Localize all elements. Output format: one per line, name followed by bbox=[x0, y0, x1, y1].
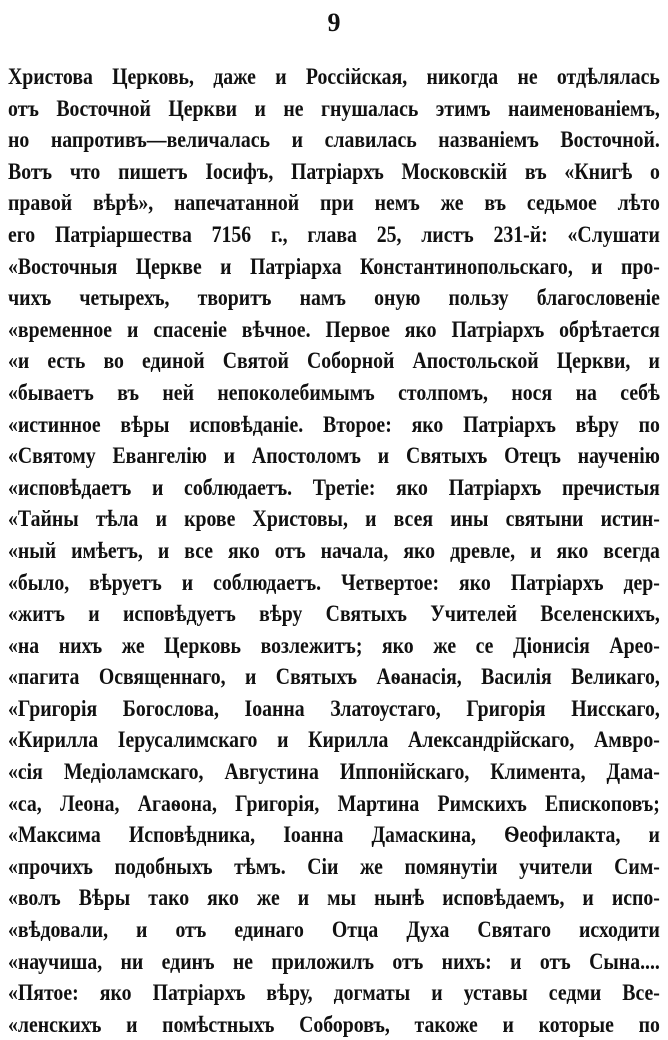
text-line: «научиша, ни единъ не приложилъ отъ нихъ: и отъ Сына.... bbox=[8, 948, 660, 974]
text-line: его Патріаршества 7156 г., глава 25, листъ 231-й: «Слушати bbox=[8, 221, 660, 247]
text-line: «пагита Освященнаго, и Святыхъ Аѳанасія, Василія Великаго, bbox=[8, 664, 660, 690]
text-line: «са, Леона, Агаѳона, Григорія, Мартина Римскихъ Епископовъ; bbox=[8, 790, 660, 816]
text-line: правой вѣрѣ», напечатанной при немъ же въ седьмое лѣто bbox=[8, 190, 660, 216]
body-text bbox=[8, 61, 660, 1040]
text-line: «было, вѣруетъ и соблюдаетъ. Четвертое: яко Патріархъ дер- bbox=[8, 569, 660, 595]
text-line: «вѣдовали, и отъ единаго Отца Духа Святаго исходити bbox=[8, 917, 660, 943]
text-line: «сія Медіоламскаго, Августина Иппонійскаго, Климента, Дама- bbox=[8, 759, 660, 785]
text-line: «волъ Вѣры тако яко же и мы нынѣ исповѣдаемъ, и испо- bbox=[8, 885, 660, 911]
text-line: «исповѣдаетъ и соблюдаетъ. Третіе: яко Патріархъ пречистыя bbox=[8, 474, 660, 500]
text-line: «Святому Евангелію и Апостоломъ и Святыхъ Отецъ наученію bbox=[8, 443, 660, 469]
text-line: «ный имѣетъ, и все яко отъ начала, яко древле, и яко всегда bbox=[8, 537, 660, 563]
text-line: «и есть во единой Святой Соборной Апостольской Церкви, и bbox=[8, 348, 660, 374]
text-line: отъ Восточной Церкви и не гнушалась этимъ наименованіемъ, bbox=[8, 95, 660, 121]
text-line: «бываетъ въ ней непоколебимымъ столпомъ, нося на себѣ bbox=[8, 379, 660, 405]
text-line: «Восточныя Церкве и Патріарха Константинопольскаго, и про- bbox=[8, 253, 660, 279]
text-line: «ленскихъ и помѣстныхъ Соборовъ, такоже и которые по bbox=[8, 1011, 660, 1037]
page-number: 9 bbox=[327, 8, 341, 37]
text-line: «на нихъ же Церковь возлежитъ; яко же се Діонисія Арео- bbox=[8, 632, 660, 658]
text-line: «временное и спасеніе вѣчное. Первое яко Патріархъ обрѣтается bbox=[8, 316, 660, 342]
text-line: «Кирилла Іерусалимскаго и Кирилла Александрійскаго, Амвро- bbox=[8, 727, 660, 753]
text-line: Христова Церковь, даже и Россійская, никогда не отдѣлялась bbox=[8, 64, 660, 89]
text-line: «прочихъ подобныхъ тѣмъ. Сіи же помянутіи учители Сим- bbox=[8, 853, 660, 879]
text-line: «житъ и исповѣдуетъ вѣру Святыхъ Учителей Вселенскихъ, bbox=[8, 601, 660, 627]
text-line: «Тайны тѣла и крове Христовы, и всея ины святыни истин- bbox=[8, 506, 660, 532]
text-line: чихъ четырехъ, творитъ намъ оную пользу благословеніе bbox=[8, 285, 660, 311]
text-line: Вотъ что пишетъ Іосифъ, Патріархъ Московскій въ «Книгѣ о bbox=[8, 158, 660, 184]
text-line: но напротивъ—величалась и славилась названіемъ Восточной. bbox=[8, 127, 660, 153]
text-line: «Максима Исповѣдника, Іоанна Дамаскина, Ѳеофилакта, и bbox=[8, 822, 660, 848]
text-line: «Григорія Богослова, Іоанна Златоустаго, Григорія Нисскаго, bbox=[8, 695, 660, 721]
text-line: «истинное вѣры исповѣданіе. Второе: яко Патріархъ вѣру по bbox=[8, 411, 660, 437]
text-line: «Пятое: яко Патріархъ вѣру, догматы и уставы седми Все- bbox=[8, 980, 660, 1006]
